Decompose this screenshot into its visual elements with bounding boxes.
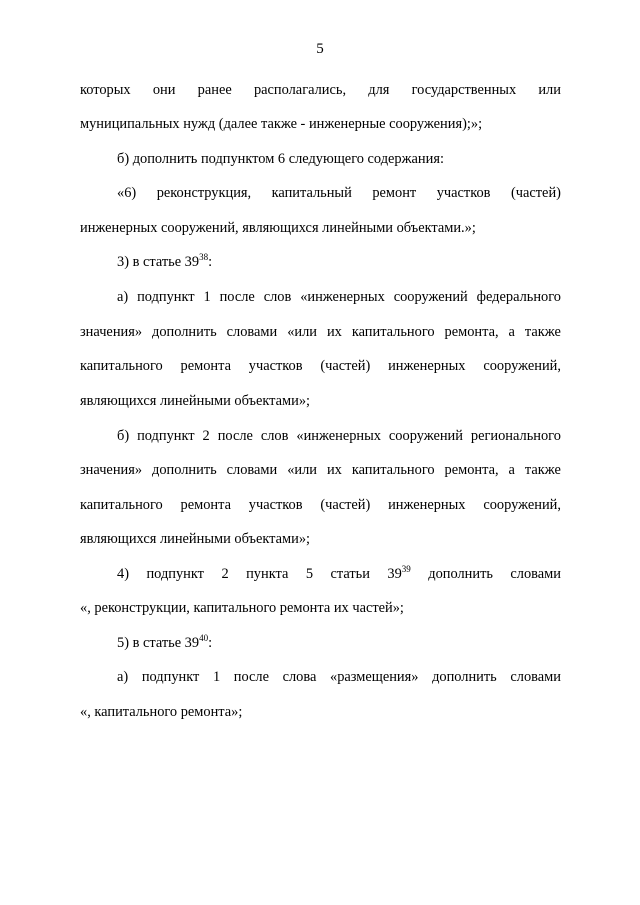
word: капитального	[351, 324, 435, 340]
word: после	[233, 669, 269, 685]
word: для	[368, 82, 390, 98]
word: инженерных	[388, 358, 466, 374]
word: подпункт	[137, 428, 195, 444]
word: «инженерных	[296, 428, 381, 444]
text-line: являющихся линейными объектами»;	[80, 393, 311, 409]
article-superscript: 39	[401, 564, 411, 574]
word: 2	[202, 428, 210, 444]
word: капитального	[80, 497, 163, 513]
word: также	[524, 462, 561, 478]
word: слов	[260, 428, 289, 444]
word: участков	[248, 497, 303, 513]
word: регионального	[470, 428, 561, 444]
word: капитального	[80, 358, 163, 374]
word: словами	[226, 462, 278, 478]
article-ref	[387, 564, 410, 584]
word: подпункт	[141, 669, 200, 685]
word: инженерных	[388, 497, 466, 513]
word: а)	[117, 669, 129, 685]
word: которых	[80, 82, 131, 98]
word: капитальный	[271, 185, 352, 201]
word: пункта	[246, 566, 289, 582]
paragraph-line	[117, 252, 561, 272]
text-line: инженерных сооружений, являющихся линейными объектами.»;	[80, 220, 476, 236]
word: статьи	[330, 566, 370, 582]
word: (частей)	[320, 358, 371, 374]
word: государственных	[411, 82, 517, 98]
page-number: 5	[316, 41, 324, 57]
word: а	[508, 462, 515, 478]
word: после	[219, 289, 255, 305]
word: а	[508, 324, 515, 340]
word: их	[326, 462, 342, 478]
word: значения»	[80, 324, 143, 340]
word: также	[524, 324, 561, 340]
word: а)	[117, 289, 129, 305]
word: «или	[287, 324, 317, 340]
word: (частей)	[510, 185, 561, 201]
word: капитального	[351, 462, 435, 478]
article-ref: 3) в статье 39	[117, 254, 200, 270]
text-line	[80, 495, 561, 515]
word: сооружений,	[483, 497, 561, 513]
word: слов	[263, 289, 292, 305]
paragraph-line: б) дополнить подпунктом 6 следующего содержания:	[117, 151, 444, 167]
word: дополнить	[152, 324, 217, 340]
word: 1	[212, 669, 221, 685]
word: сооружений,	[483, 358, 561, 374]
word: ремонта	[180, 358, 231, 374]
word: «инженерных	[300, 289, 385, 305]
text-line: «, капитального ремонта»;	[80, 704, 243, 720]
word: сооружений	[393, 289, 468, 305]
word: словами	[510, 669, 561, 685]
article-superscript: 40	[199, 633, 209, 643]
word: подпункт	[146, 566, 204, 582]
word: «6)	[117, 185, 137, 201]
word: словами	[510, 566, 561, 582]
paragraph-line	[117, 633, 561, 653]
text-line	[80, 460, 561, 480]
word: или	[538, 82, 561, 98]
article-ref: 5) в статье 39	[117, 635, 200, 651]
text-line: «, реконструкции, капитального ремонта их частей»;	[80, 600, 404, 616]
word: ранее	[197, 82, 232, 98]
text-line	[80, 80, 561, 100]
word: б)	[117, 428, 130, 444]
article-number: 39	[387, 566, 402, 582]
paragraph-line	[117, 183, 561, 203]
text-line	[80, 322, 561, 342]
paragraph-line	[117, 564, 561, 584]
article-superscript: 38	[199, 252, 209, 262]
word: сооружений	[388, 428, 463, 444]
word: дополнить	[432, 669, 497, 685]
paragraph-line	[117, 287, 561, 307]
punctuation: :	[208, 635, 213, 651]
text-line	[80, 356, 561, 376]
word: участков	[436, 185, 491, 201]
word: слова	[282, 669, 317, 685]
word: они	[152, 82, 176, 98]
word: их	[326, 324, 342, 340]
word: (частей)	[320, 497, 371, 513]
paragraph-line	[117, 426, 561, 446]
word: располагались,	[253, 82, 347, 98]
word: «или	[287, 462, 317, 478]
word: федерального	[476, 289, 561, 305]
word: «размещения»	[330, 669, 419, 685]
word: словами	[226, 324, 278, 340]
word: 4)	[117, 566, 129, 582]
word: 1	[203, 289, 211, 305]
word: ремонта	[180, 497, 231, 513]
word: 5	[305, 566, 314, 582]
punctuation: :	[208, 254, 213, 270]
paragraph-line	[117, 667, 561, 687]
word: после	[217, 428, 253, 444]
text-line: являющихся линейными объектами»;	[80, 531, 311, 547]
word: ремонт	[372, 185, 417, 201]
word: дополнить	[428, 566, 493, 582]
word: подпункт	[137, 289, 195, 305]
word: реконструкция,	[156, 185, 252, 201]
word: дополнить	[152, 462, 217, 478]
word: участков	[248, 358, 303, 374]
word: значения»	[80, 462, 143, 478]
text-line: муниципальных нужд (далее также - инженерные сооружения);»;	[80, 116, 483, 132]
word: ремонта,	[444, 324, 499, 340]
word: ремонта,	[444, 462, 499, 478]
word: 2	[221, 566, 229, 582]
